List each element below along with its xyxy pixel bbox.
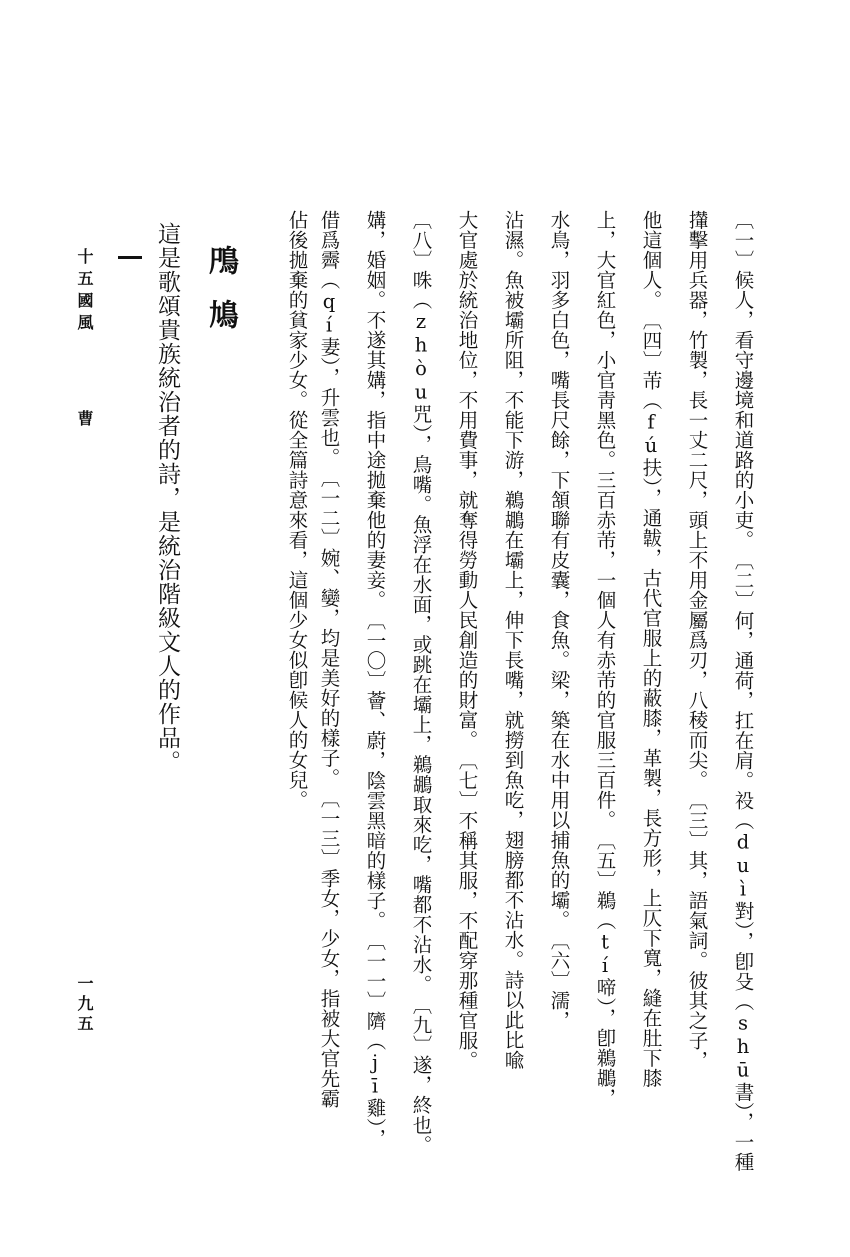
note-line-1: 〔一〕候人，看守邊境和道路的小吏。 〔二〕何，通荷，扛在肩。祋（duì對），卽殳（shū書），一種 <box>731 210 755 1172</box>
note-line-9: 媾，婚姻。不遂其媾，指中途拋棄他的妻妾。 〔一〇〕薈、蔚，陰雲黑暗的樣子。 〔一一〕隮（jī雞）， <box>363 210 387 1149</box>
poem-intro: 這是歌頌貴族統治者的詩，是統治階級文人的作品。 <box>154 222 180 774</box>
running-header-state: 曹 <box>75 410 94 426</box>
note-line-2: 攆擊用兵器，竹製，長一丈二尺，頭上不用金屬爲刃，八稜而尖。 〔三〕其，語氣詞。彼其之子， <box>685 210 709 1071</box>
note-line-10: 借爲霽（qí妻），升雲也。 〔一二〕婉、孌，均是美好的樣子。 〔一三〕季女，少女，指被大官先霸 <box>317 210 341 1109</box>
page-number: 一九五 <box>75 975 94 1035</box>
running-header-collection: 十五國風 <box>75 248 94 336</box>
note-line-6: 沾濕。魚被壩所阻，不能下游，鵜鶘在壩上，伸下長嘴，就撈到魚吃，翅膀都不沾水。詩以此比喩 <box>501 210 525 1070</box>
note-line-7: 大官處於統治地位，不用費事，就奪得勞動人民創造的財富。 〔七〕不稱其服，不配穿那種官服。 <box>455 210 479 1071</box>
note-line-5: 水鳥，羽多白色，嘴長尺餘，下頷聯有皮囊，食魚。梁，築在水中用以捕魚的壩。 〔六〕濡， <box>547 210 571 1031</box>
note-line-11: 佔後拋棄的貧家少女。從全篇詩意來看，這個少女似卽候人的女兒。 <box>285 210 309 810</box>
note-line-4: 上，大官紅色，小官靑黑色。三百赤芾，一個人有赤芾的官服三百件。 〔五〕鵜（tí啼），卽鵜鶘， <box>593 210 617 1108</box>
note-line-8: 〔八〕咮（zhòu咒），鳥嘴。魚浮在水面，或跳在壩上，鵜鶘取來吃，嘴都不沾水。 〔九〕遂，終也。 <box>409 210 433 1155</box>
poem-title: 鳲鳩 <box>203 245 238 353</box>
note-line-3: 他這個人。 〔四〕芾（fú扶），通韍，古代官服上的蔽膝，革製，長方形，上仄下寬，縫在肚下膝 <box>639 210 663 1088</box>
section-number-one <box>118 256 142 259</box>
